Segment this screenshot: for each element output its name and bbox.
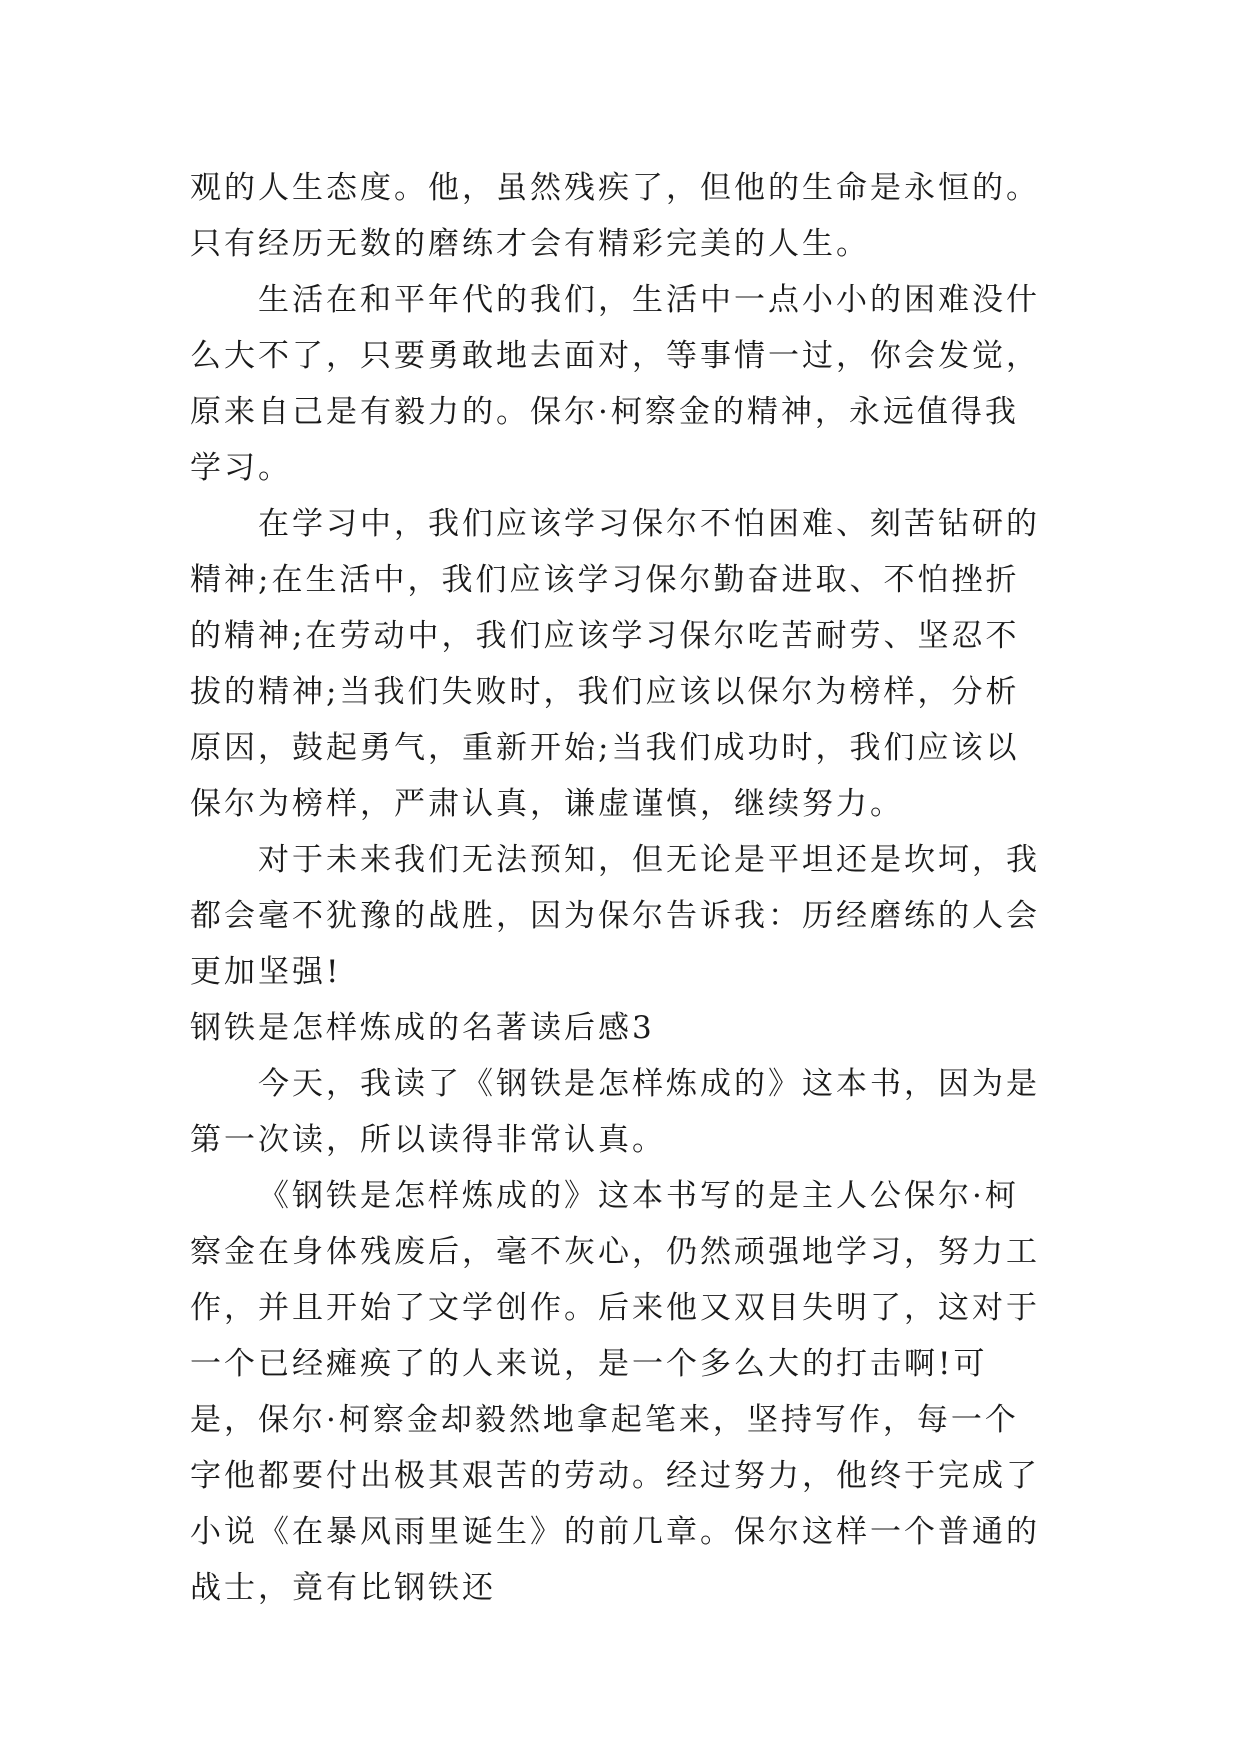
document-body xyxy=(190,160,1050,1616)
paragraph-2: 生活在和平年代的我们，生活中一点小小的困难没什么大不了，只要勇敢地去面对，等事情一过，你会发觉，原来自己是有毅力的。保尔·柯察金的精神，永远值得我学习。 xyxy=(190,282,1040,486)
section-heading: 钢铁是怎样炼成的名著读后感3 xyxy=(190,1010,655,1046)
paragraph-6: 《钢铁是怎样炼成的》这本书写的是主人公保尔·柯察金在身体残废后，毫不灰心，仍然顽强地学习，努力工作，并且开始了文学创作。后来他又双目失明了，这对于一个已经瘫痪了的人来说，是一个多么大的打击啊!可是，保尔·柯察金却毅然地拿起笔来，坚持写作，每一个字他都要付出极其艰苦的劳动。经过努力，他终于完成了小说《在暴风雨里诞生》的前几章。保尔这样一个普通的战士，竟有比钢铁还 xyxy=(190,1178,1040,1606)
paragraph-3: 在学习中，我们应该学习保尔不怕困难、刻苦钻研的精神;在生活中，我们应该学习保尔勤奋进取、不怕挫折的精神;在劳动中，我们应该学习保尔吃苦耐劳、坚忍不拔的精神;当我们失败时，我们应该以保尔为榜样，分析原因，鼓起勇气，重新开始;当我们成功时，我们应该以保尔为榜样，严肃认真，谦虚谨慎，继续努力。 xyxy=(190,506,1040,822)
paragraph-5: 今天，我读了《钢铁是怎样炼成的》这本书，因为是第一次读，所以读得非常认真。 xyxy=(190,1066,1040,1158)
paragraph-1: 观的人生态度。他，虽然残疾了，但他的生命是永恒的。只有经历无数的磨练才会有精彩完美的人生。 xyxy=(190,170,1040,262)
paragraph-4: 对于未来我们无法预知，但无论是平坦还是坎坷，我都会毫不犹豫的战胜，因为保尔告诉我：历经磨练的人会更加坚强! xyxy=(190,842,1040,990)
